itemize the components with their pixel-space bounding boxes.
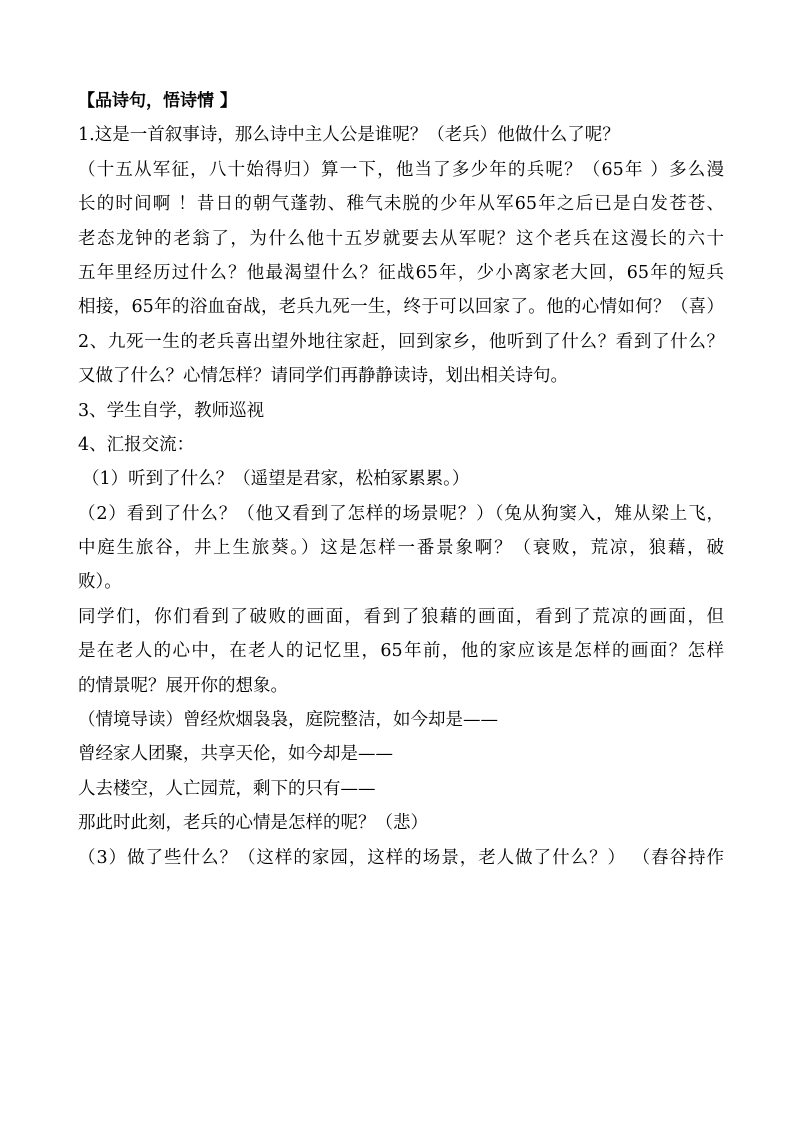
paragraph-line: 同学们，你们看到了破败的画面，看到了狼藉的画面，看到了荒凉的画面，但	[78, 606, 724, 627]
paragraph-line: （3）做了些什么？（这样的家园，这样的场景，老人做了什么？） （舂谷持作	[78, 847, 724, 868]
paragraph-line: 2、九死一生的老兵喜出望外地往家赶，回到家乡，他听到了什么？看到了什么？	[78, 331, 724, 352]
paragraph-line: 1.这是一首叙事诗，那么诗中主人公是谁呢？（老兵）他做什么了呢？	[78, 125, 620, 146]
paragraph-line: 人去楼空，人亡园荒，剩下的只有——	[78, 778, 376, 799]
paragraph-line: 是在老人的心中，在老人的记忆里，65年前，他的家应该是怎样的画面？怎样	[78, 641, 724, 662]
paragraph-line: （十五从军征，八十始得归）算一下，他当了多少年的兵呢？（65年 ）多么漫	[78, 159, 724, 180]
paragraph-line: 曾经家人团聚，共享天伦，如今却是——	[78, 744, 393, 765]
paragraph-line: 长的时间啊 ！昔日的朝气蓬勃、稚气未脱的少年从军65年之后已是白发苍苍、	[78, 194, 724, 215]
paragraph-line: 4、汇报交流：	[78, 434, 195, 455]
document-body	[78, 84, 724, 875]
paragraph-line: 老态龙钟的老翁了，为什么他十五岁就要去从军呢？这个老兵在这漫长的六十	[78, 228, 724, 249]
paragraph-line: （1）听到了什么？（遥望是君家，松柏冢累累。）	[82, 469, 470, 490]
paragraph-line: （2）看到了什么？（他又看到了怎样的场景呢？）（兔从狗窦入，雉从梁上飞，	[78, 503, 724, 524]
paragraph-line: 败）。	[78, 572, 122, 593]
paragraph-line: 相接，65年的浴血奋战，老兵九死一生，终于可以回家了。他的心情如何？（喜）	[78, 297, 724, 318]
paragraph-line: 中庭生旅谷，井上生旅葵。）这是怎样一番景象啊？（衰败，荒凉，狼藉，破	[78, 538, 724, 559]
paragraph-line: 又做了什么？心情怎样？请同学们再静静读诗，划出相关诗句。	[78, 366, 568, 387]
paragraph-line: 的情景呢？展开你的想象。	[78, 675, 288, 696]
paragraph-line: 那此时此刻，老兵的心情是怎样的呢？（悲）	[78, 813, 428, 834]
section-heading: 【品诗句，悟诗情 】	[78, 91, 237, 111]
paragraph-line: 五年里经历过什么？他最渴望什么？征战65年，少小离家老大回，65年的短兵	[78, 262, 724, 283]
paragraph-line: （情境导读）曾经炊烟袅袅，庭院整洁，如今却是——	[78, 710, 498, 731]
paragraph-line: 3、学生自学，教师巡视	[78, 400, 265, 421]
